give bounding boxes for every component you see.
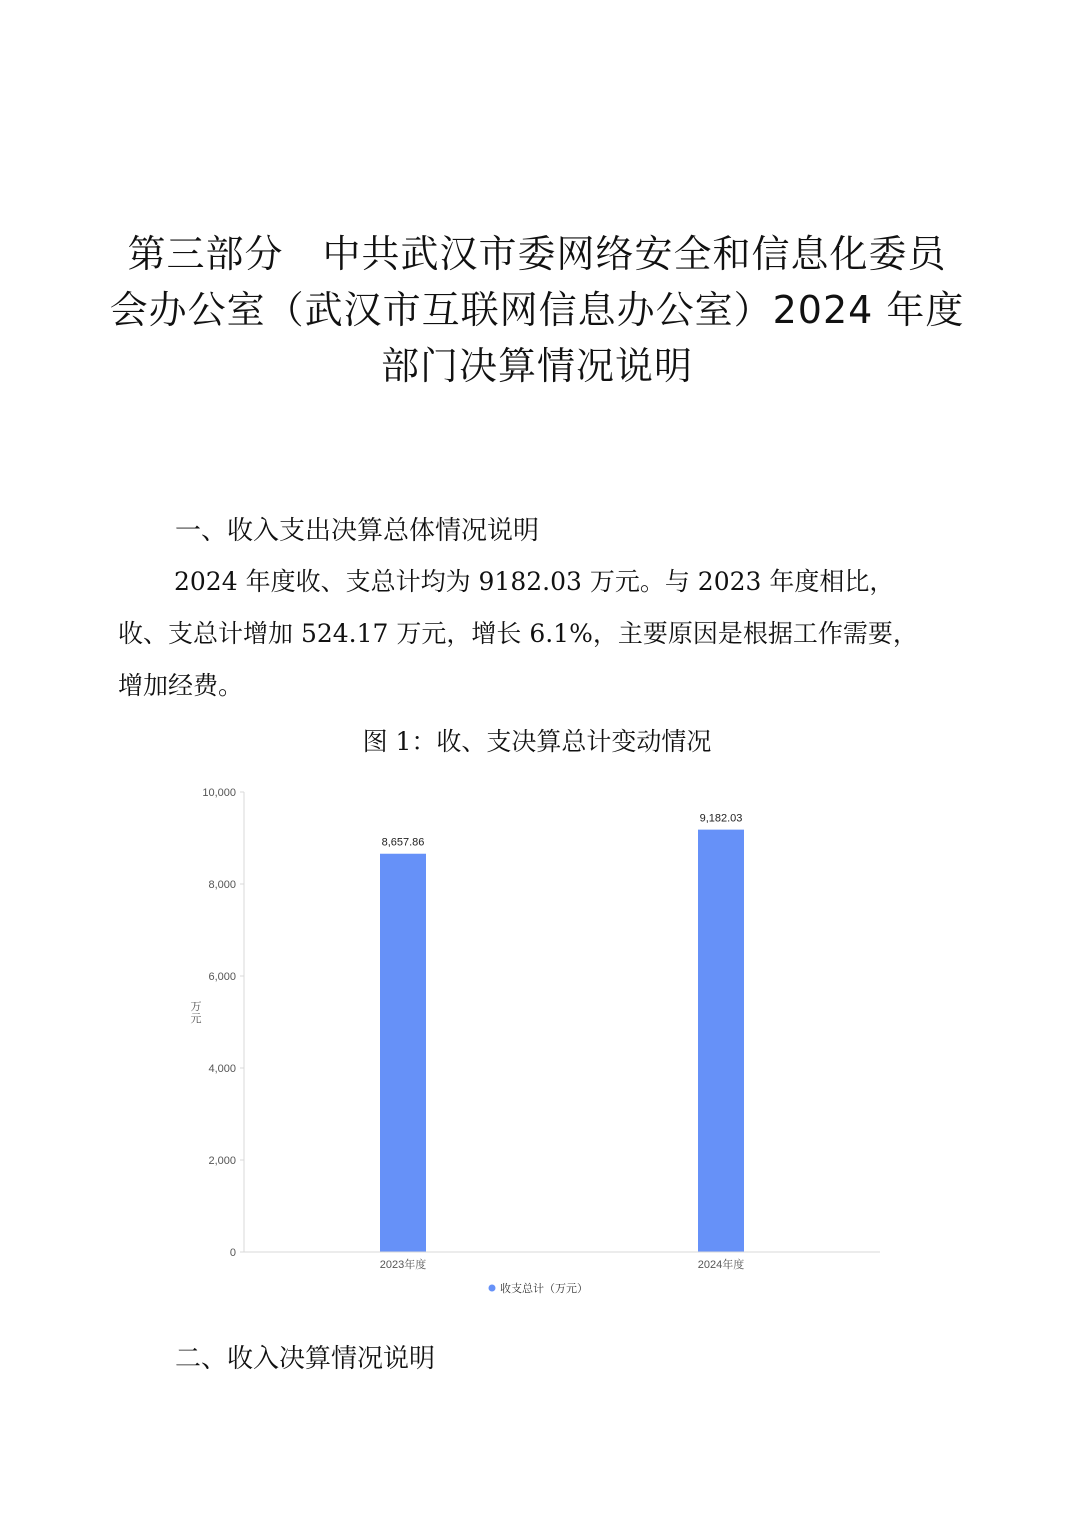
paragraph-line-2: 收、支总计增加 524.17 万元，增长 6.1%，主要原因是根据工作需要， <box>118 619 918 648</box>
section-1-paragraph <box>118 556 968 712</box>
chart-legend <box>489 1281 589 1295</box>
paragraph-line-1: 2024 年度收、支总计均为 9182.03 万元。与 2023 年度相比， <box>174 567 895 596</box>
paragraph-line-3: 增加经费。 <box>118 671 244 700</box>
bars <box>380 813 744 1252</box>
section-2-heading: 二、收入决算情况说明 <box>175 1344 436 1374</box>
bar <box>380 854 426 1252</box>
bar-data-label: 8,657.86 <box>381 836 425 849</box>
section-1-heading: 一、收入支出决算总体情况说明 <box>175 516 540 546</box>
bar-data-label: 9,182.03 <box>699 812 743 825</box>
y-tick-label: 0 <box>229 1247 236 1259</box>
y-tick-label: 10,000 <box>202 787 236 799</box>
y-tick-label: 6,000 <box>208 971 236 983</box>
figure-caption: 图 1：收、支决算总计变动情况 <box>362 727 712 756</box>
title-line-3: 部门决算情况说明 <box>380 344 693 388</box>
y-tick-label: 8,000 <box>208 879 236 891</box>
y-tick-label: 2,000 <box>208 1155 236 1167</box>
y-axis-label: 万元 <box>190 1001 202 1025</box>
y-axis <box>202 787 244 1259</box>
x-tick-label: 2024年度 <box>697 1259 745 1271</box>
y-tick-label: 4,000 <box>208 1063 236 1075</box>
bar <box>698 830 744 1252</box>
legend-swatch <box>489 1285 496 1292</box>
title-line-1: 第三部分 中共武汉市委网络安全和信息化委员 <box>127 232 947 276</box>
document-title <box>100 226 974 394</box>
legend-label: 收支总计（万元） <box>500 1283 588 1295</box>
x-axis <box>244 1252 880 1271</box>
bar-chart <box>0 770 1074 1310</box>
x-tick-label: 2023年度 <box>379 1259 427 1271</box>
title-line-2: 会办公室（武汉市互联网信息办公室）2024 年度 <box>109 288 965 332</box>
